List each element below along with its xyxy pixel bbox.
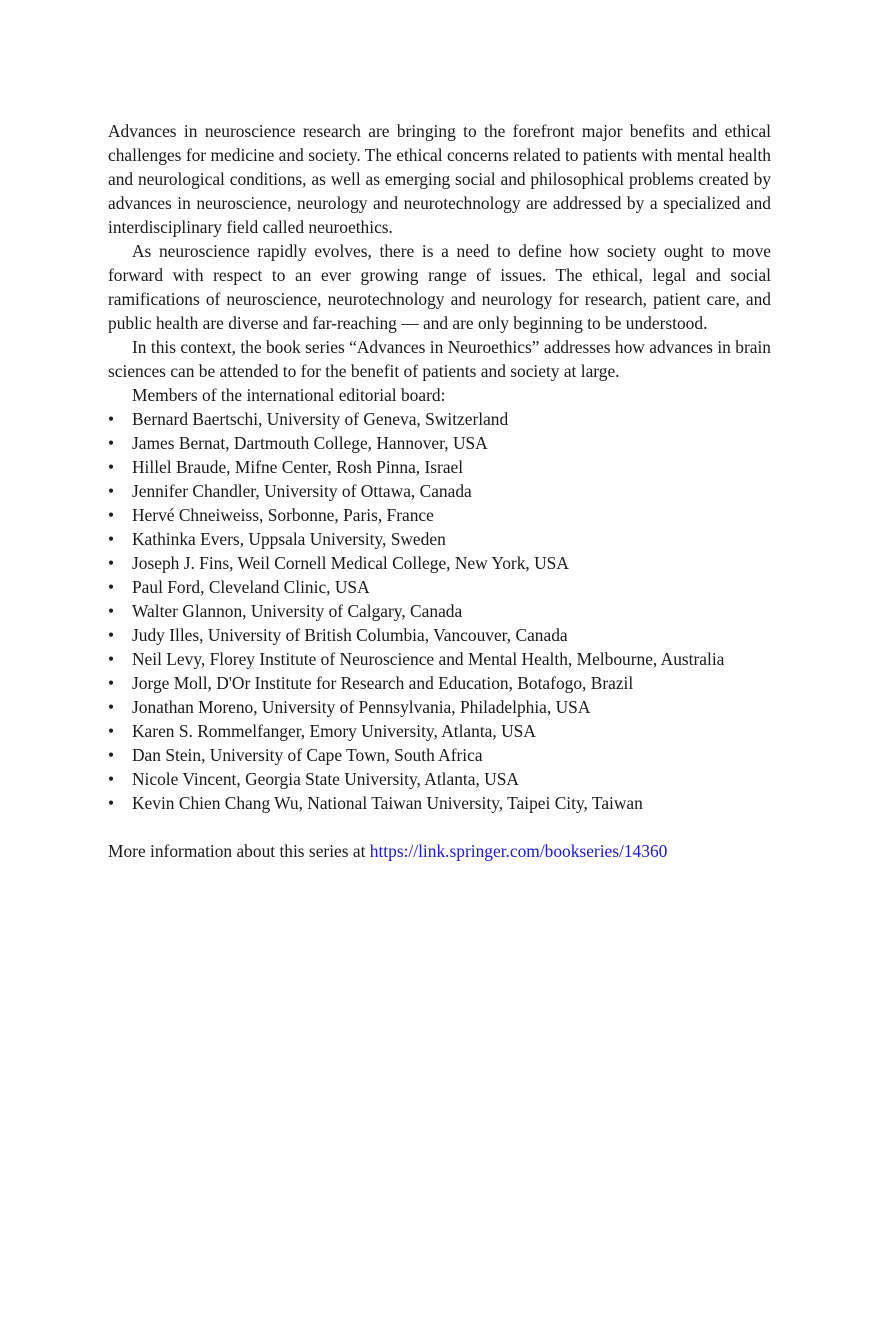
board-member-text: Karen S. Rommelfanger, Emory University, Atlanta, USA bbox=[132, 721, 536, 741]
bullet-icon: • bbox=[108, 793, 115, 813]
bullet-icon: • bbox=[108, 697, 115, 717]
board-member bbox=[108, 551, 771, 575]
board-member bbox=[108, 791, 771, 815]
bullet-icon: • bbox=[108, 409, 115, 429]
bullet-icon: • bbox=[108, 505, 115, 525]
board-member-text: Hillel Braude, Mifne Center, Rosh Pinna, Israel bbox=[132, 457, 464, 477]
more-info-line bbox=[108, 839, 771, 863]
board-member bbox=[108, 719, 771, 743]
bullet-icon: • bbox=[108, 625, 115, 645]
bullet-icon: • bbox=[108, 457, 115, 477]
board-member-text: James Bernat, Dartmouth College, Hannover, USA bbox=[132, 433, 488, 453]
board-member bbox=[108, 431, 771, 455]
board-member bbox=[108, 503, 771, 527]
board-member bbox=[108, 767, 771, 791]
bullet-icon: • bbox=[108, 745, 115, 765]
board-member-text: Jorge Moll, D'Or Institute for Research and Education, Botafogo, Brazil bbox=[132, 673, 634, 693]
bullet-icon: • bbox=[108, 649, 115, 669]
board-member-text: Joseph J. Fins, Weil Cornell Medical College, New York, USA bbox=[132, 553, 569, 573]
bullet-icon: • bbox=[108, 769, 115, 789]
board-member bbox=[108, 527, 771, 551]
board-member-text: Paul Ford, Cleveland Clinic, USA bbox=[132, 577, 370, 597]
board-member-text: Neil Levy, Florey Institute of Neuroscience and Mental Health, Melbourne, Australia bbox=[132, 649, 725, 669]
board-member bbox=[108, 695, 771, 719]
board-member-text: Hervé Chneiweiss, Sorbonne, Paris, France bbox=[132, 505, 434, 525]
board-member bbox=[108, 743, 771, 767]
board-member-text: Dan Stein, University of Cape Town, South Africa bbox=[132, 745, 483, 765]
editorial-board-list bbox=[108, 407, 771, 815]
bullet-icon: • bbox=[108, 529, 115, 549]
board-member bbox=[108, 575, 771, 599]
series-link[interactable]: https://link.springer.com/bookseries/14360 bbox=[369, 841, 668, 861]
bullet-icon: • bbox=[108, 553, 115, 573]
board-member-text: Kathinka Evers, Uppsala University, Sweden bbox=[132, 529, 446, 549]
board-member-text: Bernard Baertschi, University of Geneva, Switzerland bbox=[132, 409, 509, 429]
board-member bbox=[108, 671, 771, 695]
intro-paragraph: Advances in neuroscience research are bringing to the forefront major benefits and ethical challenges for medicine and society. The ethical concerns related to patients with mental health and neurological conditions, as well as emerging social and philosophical problems created by advances in neuroscience, neurology and neurotechnology are addressed by a specialized and interdisciplinary field called neuroethics. bbox=[108, 121, 771, 237]
board-member-text: Walter Glannon, University of Calgary, Canada bbox=[132, 601, 463, 621]
editorial-board-heading: Members of the international editorial board: bbox=[132, 385, 446, 405]
board-member bbox=[108, 455, 771, 479]
bullet-icon: • bbox=[108, 577, 115, 597]
board-member bbox=[108, 647, 771, 671]
bullet-icon: • bbox=[108, 433, 115, 453]
board-member-text: Jonathan Moreno, University of Pennsylvania, Philadelphia, USA bbox=[132, 697, 591, 717]
board-member bbox=[108, 623, 771, 647]
board-member bbox=[108, 407, 771, 431]
board-member-text: Kevin Chien Chang Wu, National Taiwan University, Taipei City, Taiwan bbox=[132, 793, 643, 813]
board-member-text: Judy Illes, University of British Columbia, Vancouver, Canada bbox=[132, 625, 568, 645]
bullet-icon: • bbox=[108, 481, 115, 501]
board-member-text: Nicole Vincent, Georgia State University, Atlanta, USA bbox=[132, 769, 519, 789]
series-page bbox=[108, 119, 771, 863]
bullet-icon: • bbox=[108, 601, 115, 621]
context-paragraph: In this context, the book series “Advances in Neuroethics” addresses how advances in brain sciences can be attended to for the benefit of patients and society at large. bbox=[108, 337, 771, 381]
more-info-text: More information about this series at bbox=[108, 841, 370, 861]
board-member bbox=[108, 599, 771, 623]
bullet-icon: • bbox=[108, 673, 115, 693]
evolution-paragraph: As neuroscience rapidly evolves, there is a need to define how society ought to move forward with respect to an ever growing range of issues. The ethical, legal and social ramifications of neuroscience, neurotechnology and neurology for research, patient care, and public health are diverse and far-reaching — and are only beginning to be understood. bbox=[108, 241, 771, 333]
bullet-icon: • bbox=[108, 721, 115, 741]
board-member bbox=[108, 479, 771, 503]
board-member-text: Jennifer Chandler, University of Ottawa, Canada bbox=[132, 481, 472, 501]
